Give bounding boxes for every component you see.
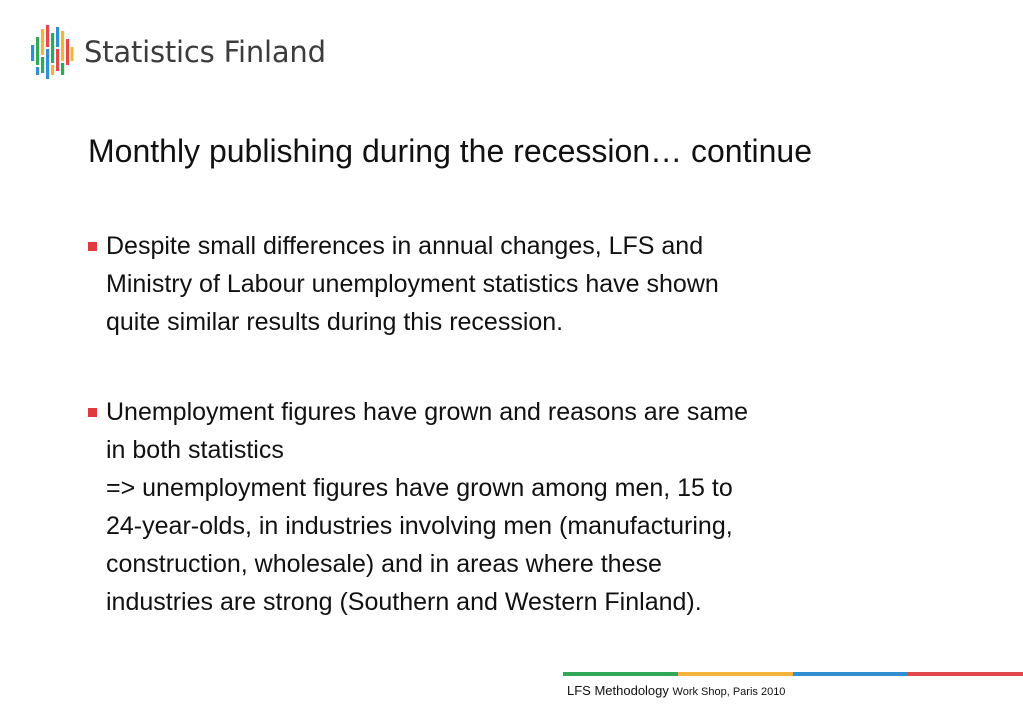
bullet-line: quite similar results during this recession. [106,308,564,336]
footer-bar-red [908,672,1023,676]
bullet-line: Despite small differences in annual changes, LFS and [106,232,704,260]
footer-label [567,683,785,698]
bullet-text [106,227,948,341]
bullet-line: 24-year-olds, in industries involving men (manufacturing, [106,512,733,540]
bullet-line: => unemployment figures have grown among men, 15 to [106,474,733,502]
bullet-line: Ministry of Labour unemployment statistics have shown [106,270,719,298]
footer-bar-blue [793,672,908,676]
bullet-line: in both statistics [106,436,284,464]
bullet-text [106,393,948,621]
footer-bar-green [563,672,678,676]
footer-color-bar [563,672,1023,676]
footer-label-small: Work Shop, Paris 2010 [672,686,786,698]
bullet-item-2 [88,393,948,621]
slide-title: Monthly publishing during the recession… continue [88,133,812,169]
bullet-item-1 [88,227,948,341]
bullet-line: Unemployment figures have grown and reasons are same [106,398,749,426]
logo-text: Statistics Finland [84,35,326,69]
footer-bar-yellow [678,672,793,676]
bullet-line: industries are strong (Southern and Western Finland). [106,588,702,616]
statistics-finland-logo [30,20,326,84]
bullet-square-icon [88,408,97,417]
statistics-finland-logo-icon [30,23,74,81]
bullet-line: construction, wholesale) and in areas where these [106,550,662,578]
bullet-square-icon [88,242,97,251]
footer-label-main: LFS Methodology [567,683,673,698]
